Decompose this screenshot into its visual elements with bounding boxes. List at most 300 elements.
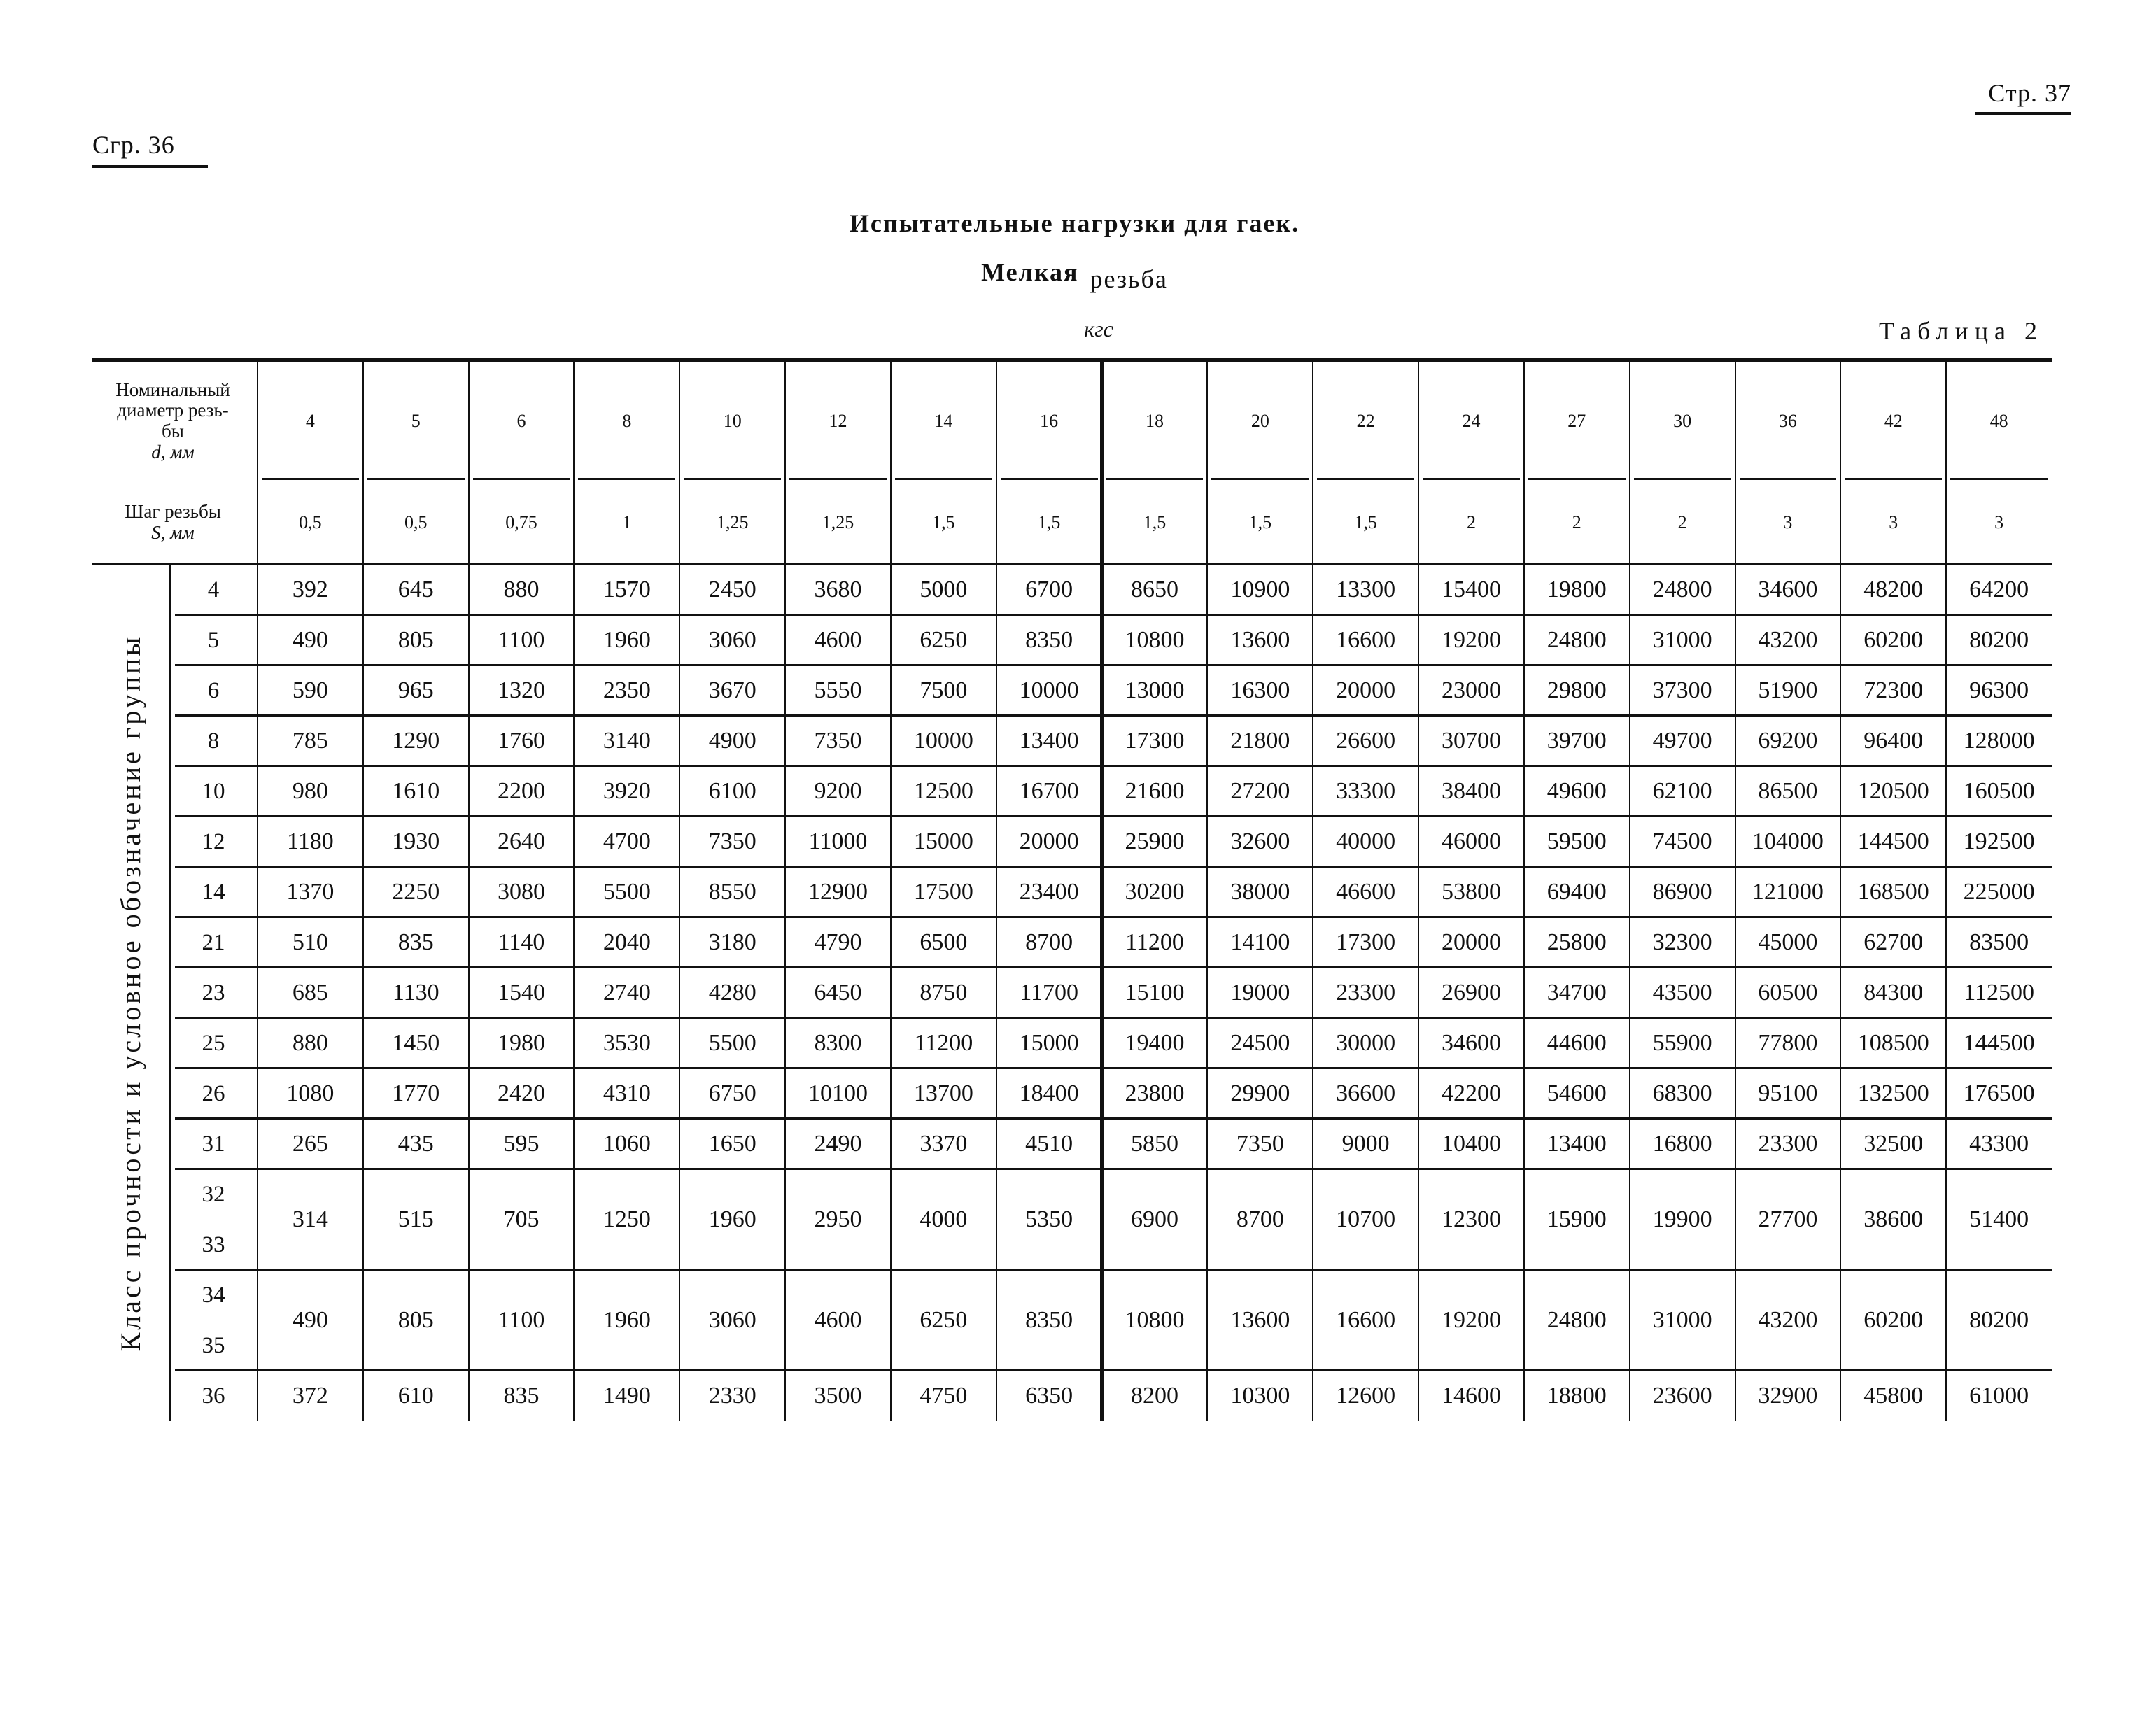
value-cell-0-9: 10900	[1230, 577, 1290, 602]
pitch-15: 3	[1889, 512, 1898, 532]
class-label-9-0: 25	[202, 1030, 225, 1056]
value-cell-2-5: 5550	[814, 677, 862, 703]
value-cell-2-16: 96300	[1969, 677, 2029, 703]
value-cell-5-3: 4700	[603, 828, 651, 854]
col-rule-11	[1418, 362, 1419, 1421]
value-cell-2-15: 72300	[1863, 677, 1924, 703]
value-cell-5-2: 2640	[498, 828, 546, 854]
class-label-5-0: 12	[202, 828, 225, 854]
value-cell-8-11: 26900	[1441, 980, 1501, 1005]
value-cell-12-12: 15900	[1546, 1206, 1607, 1232]
value-cell-13-4: 3060	[708, 1307, 756, 1333]
value-cell-12-11: 12300	[1441, 1206, 1501, 1232]
value-cell-2-4: 3670	[708, 677, 756, 703]
table-subtitle	[0, 257, 2149, 293]
value-cell-5-10: 40000	[1336, 828, 1396, 854]
value-cell-6-0: 1370	[286, 879, 334, 905]
value-cell-4-6: 12500	[913, 778, 973, 804]
value-cell-11-0: 265	[292, 1131, 328, 1157]
value-cell-12-15: 38600	[1863, 1206, 1924, 1232]
value-cell-6-4: 8550	[708, 879, 756, 905]
value-cell-3-6: 10000	[913, 728, 973, 754]
value-cell-4-14: 86500	[1758, 778, 1818, 804]
value-cell-11-12: 13400	[1546, 1131, 1607, 1157]
value-cell-0-13: 24800	[1652, 577, 1712, 602]
value-cell-6-7: 23400	[1019, 879, 1079, 905]
diameter-underline-4	[684, 478, 781, 480]
value-cell-7-15: 62700	[1863, 929, 1924, 955]
load-table	[92, 358, 2052, 1472]
value-cell-4-9: 27200	[1230, 778, 1290, 804]
value-cell-9-16: 144500	[1963, 1030, 2035, 1056]
diameter-underline-7	[1001, 478, 1098, 480]
page-number-left: Сгр. 36	[92, 130, 208, 168]
pitch-14: 3	[1783, 512, 1793, 532]
value-cell-13-12: 24800	[1546, 1307, 1607, 1333]
col-rule-16	[1945, 362, 1947, 1421]
value-cell-0-1: 645	[397, 577, 434, 602]
value-cell-0-14: 34600	[1758, 577, 1818, 602]
diameter-underline-3	[578, 478, 675, 480]
value-cell-9-6: 11200	[914, 1030, 973, 1056]
value-cell-0-2: 880	[503, 577, 540, 602]
value-cell-2-14: 51900	[1758, 677, 1818, 703]
value-cell-2-7: 10000	[1019, 677, 1079, 703]
value-cell-10-13: 68300	[1652, 1080, 1712, 1106]
diameter-underline-14	[1740, 478, 1837, 480]
value-cell-14-1: 610	[397, 1383, 434, 1409]
value-cell-13-13: 31000	[1652, 1307, 1712, 1333]
value-cell-11-4: 1650	[708, 1131, 756, 1157]
value-cell-4-8: 21600	[1125, 778, 1185, 804]
pitch-3: 1	[622, 512, 632, 532]
col-rule-9	[1206, 362, 1208, 1421]
value-cell-7-5: 4790	[814, 929, 862, 955]
value-cell-11-16: 43300	[1969, 1131, 2029, 1157]
col-rule-5	[784, 362, 786, 1421]
value-cell-11-8: 5850	[1130, 1131, 1178, 1157]
diameter-0: 4	[305, 411, 315, 431]
value-cell-6-9: 38000	[1230, 879, 1290, 905]
value-cell-3-5: 7350	[814, 728, 862, 754]
value-cell-5-1: 1930	[392, 828, 440, 854]
value-cell-6-8: 30200	[1125, 879, 1185, 905]
value-cell-8-0: 685	[292, 980, 328, 1005]
diameter-underline-5	[789, 478, 887, 480]
value-cell-3-1: 1290	[392, 728, 440, 754]
value-cell-14-9: 10300	[1230, 1383, 1290, 1409]
value-cell-6-3: 5500	[603, 879, 651, 905]
value-cell-11-5: 2490	[814, 1131, 862, 1157]
value-cell-2-10: 20000	[1336, 677, 1396, 703]
value-cell-12-1: 515	[397, 1206, 434, 1232]
pitch-7: 1,5	[1037, 512, 1061, 532]
value-cell-4-15: 120500	[1857, 778, 1929, 804]
value-cell-0-11: 15400	[1441, 577, 1501, 602]
diameter-underline-8	[1106, 478, 1204, 480]
side-label: Класс прочности и условное обозначение группы	[115, 634, 146, 1352]
value-cell-14-14: 32900	[1758, 1383, 1818, 1409]
value-cell-8-3: 2740	[603, 980, 651, 1005]
pitch-6: 1,5	[932, 512, 955, 532]
value-cell-1-0: 490	[292, 627, 328, 653]
value-cell-9-10: 30000	[1336, 1030, 1396, 1056]
value-cell-5-12: 59500	[1546, 828, 1607, 854]
value-cell-3-4: 4900	[708, 728, 756, 754]
class-label-6-0: 14	[202, 879, 225, 905]
value-cell-4-16: 160500	[1963, 778, 2035, 804]
value-cell-14-10: 12600	[1336, 1383, 1396, 1409]
value-cell-13-0: 490	[292, 1307, 328, 1333]
value-cell-2-11: 23000	[1441, 677, 1501, 703]
class-label-4-0: 10	[202, 778, 225, 804]
class-label-10-0: 26	[202, 1080, 225, 1106]
col-rule-0	[257, 362, 258, 1421]
value-cell-13-7: 8350	[1025, 1307, 1073, 1333]
value-cell-13-5: 4600	[814, 1307, 862, 1333]
header-label-diameter-line-4: d, мм	[151, 441, 195, 463]
value-cell-7-12: 25800	[1546, 929, 1607, 955]
value-cell-3-3: 3140	[603, 728, 651, 754]
value-cell-11-14: 23300	[1758, 1131, 1818, 1157]
col-rule-2	[468, 362, 470, 1421]
value-cell-7-2: 1140	[498, 929, 545, 955]
value-cell-2-12: 29800	[1546, 677, 1607, 703]
value-cell-9-2: 1980	[498, 1030, 546, 1056]
value-cell-13-16: 80200	[1969, 1307, 2029, 1333]
value-cell-8-10: 23300	[1336, 980, 1396, 1005]
col-rule-8	[1100, 362, 1104, 1421]
header-label-diameter-line-1: Номинальный	[115, 379, 230, 400]
value-cell-10-4: 6750	[708, 1080, 756, 1106]
value-cell-1-6: 6250	[920, 627, 968, 653]
class-label-1-0: 5	[207, 627, 220, 653]
value-cell-8-4: 4280	[708, 980, 756, 1005]
value-cell-0-8: 8650	[1130, 577, 1178, 602]
value-cell-13-10: 16600	[1336, 1307, 1396, 1333]
value-cell-12-16: 51400	[1969, 1206, 2029, 1232]
pitch-9: 1,5	[1248, 512, 1272, 532]
diameter-6: 14	[934, 411, 953, 431]
value-cell-4-1: 1610	[392, 778, 440, 804]
value-cell-9-9: 24500	[1230, 1030, 1290, 1056]
diameter-13: 30	[1673, 411, 1692, 431]
value-cell-9-0: 880	[292, 1030, 328, 1056]
value-cell-13-8: 10800	[1125, 1307, 1185, 1333]
value-cell-13-3: 1960	[603, 1307, 651, 1333]
pitch-11: 2	[1466, 512, 1476, 532]
col-rule-12	[1523, 362, 1525, 1421]
value-cell-9-11: 34600	[1441, 1030, 1501, 1056]
value-cell-10-6: 13700	[913, 1080, 973, 1106]
diameter-underline-1	[367, 478, 465, 480]
diameter-underline-10	[1317, 478, 1414, 480]
value-cell-5-14: 104000	[1752, 828, 1824, 854]
header-label-pitch-line-1: Шаг резьбы	[125, 501, 221, 523]
value-cell-3-12: 39700	[1546, 728, 1607, 754]
diameter-underline-11	[1423, 478, 1520, 480]
header-label-pitch	[92, 481, 253, 565]
value-cell-1-12: 24800	[1546, 627, 1607, 653]
value-cell-7-1: 835	[397, 929, 434, 955]
value-cell-10-1: 1770	[392, 1080, 440, 1106]
class-label-3-0: 8	[207, 728, 220, 754]
value-cell-11-6: 3370	[920, 1131, 968, 1157]
value-cell-10-2: 2420	[498, 1080, 546, 1106]
class-col-rule	[169, 565, 171, 1421]
value-cell-1-3: 1960	[603, 627, 651, 653]
value-cell-4-10: 33300	[1336, 778, 1396, 804]
unit-label: кгс	[1084, 316, 1113, 341]
value-cell-3-0: 785	[292, 728, 328, 754]
diameter-3: 8	[622, 411, 632, 431]
pitch-16: 3	[1994, 512, 2004, 532]
value-cell-2-6: 7500	[920, 677, 968, 703]
value-cell-5-7: 20000	[1019, 828, 1079, 854]
value-cell-12-2: 705	[503, 1206, 540, 1232]
value-cell-1-9: 13600	[1230, 627, 1290, 653]
col-rule-10	[1312, 362, 1313, 1421]
value-cell-14-7: 6350	[1025, 1383, 1073, 1409]
value-cell-8-2: 1540	[498, 980, 546, 1005]
value-cell-10-16: 176500	[1963, 1080, 2035, 1106]
value-cell-9-14: 77800	[1758, 1030, 1818, 1056]
value-cell-7-0: 510	[292, 929, 328, 955]
value-cell-14-5: 3500	[814, 1383, 862, 1409]
value-cell-6-14: 121000	[1752, 879, 1824, 905]
value-cell-11-1: 435	[397, 1131, 434, 1157]
diameter-underline-6	[895, 478, 992, 480]
value-cell-8-8: 15100	[1125, 980, 1185, 1005]
value-cell-9-3: 3530	[603, 1030, 651, 1056]
value-cell-7-8: 11200	[1125, 929, 1184, 955]
diameter-7: 16	[1040, 411, 1059, 431]
value-cell-12-8: 6900	[1130, 1206, 1178, 1232]
value-cell-7-14: 45000	[1758, 929, 1818, 955]
value-cell-11-11: 10400	[1441, 1131, 1501, 1157]
value-cell-6-12: 69400	[1546, 879, 1607, 905]
value-cell-10-5: 10100	[808, 1080, 868, 1106]
col-rule-4	[679, 362, 680, 1421]
header-label-diameter-line-3: бы	[162, 421, 184, 442]
value-cell-0-5: 3680	[814, 577, 862, 602]
value-cell-0-3: 1570	[603, 577, 651, 602]
value-cell-14-0: 372	[292, 1383, 328, 1409]
class-label-12-0: 32	[202, 1181, 225, 1207]
value-cell-7-3: 2040	[603, 929, 651, 955]
value-cell-5-11: 46000	[1441, 828, 1501, 854]
col-rule-15	[1840, 362, 1841, 1421]
value-cell-5-9: 32600	[1230, 828, 1290, 854]
value-cell-9-5: 8300	[814, 1030, 862, 1056]
value-cell-10-8: 23800	[1125, 1080, 1185, 1106]
value-cell-3-15: 96400	[1863, 728, 1924, 754]
col-rule-7	[996, 362, 997, 1421]
value-cell-5-13: 74500	[1652, 828, 1712, 854]
value-cell-9-4: 5500	[708, 1030, 756, 1056]
value-cell-0-0: 392	[292, 577, 328, 602]
value-cell-13-1: 805	[397, 1307, 434, 1333]
value-cell-6-2: 3080	[498, 879, 546, 905]
col-rule-6	[890, 362, 892, 1421]
class-label-13-0: 34	[202, 1282, 225, 1308]
value-cell-2-0: 590	[292, 677, 328, 703]
value-cell-5-15: 144500	[1857, 828, 1929, 854]
value-cell-6-6: 17500	[913, 879, 973, 905]
value-cell-5-4: 7350	[708, 828, 756, 854]
value-cell-3-13: 49700	[1652, 728, 1712, 754]
value-cell-8-6: 8750	[920, 980, 968, 1005]
value-cell-8-12: 34700	[1546, 980, 1607, 1005]
class-label-7-0: 21	[202, 929, 225, 955]
value-cell-4-13: 62100	[1652, 778, 1712, 804]
value-cell-14-8: 8200	[1130, 1383, 1178, 1409]
value-cell-13-9: 13600	[1230, 1307, 1290, 1333]
class-label-14-0: 36	[202, 1383, 225, 1409]
value-cell-1-4: 3060	[708, 627, 756, 653]
header-label-pitch-line-2: S, мм	[151, 522, 195, 543]
value-cell-1-10: 16600	[1336, 627, 1396, 653]
value-cell-4-5: 9200	[814, 778, 862, 804]
value-cell-9-13: 55900	[1652, 1030, 1712, 1056]
value-cell-12-9: 8700	[1236, 1206, 1284, 1232]
value-cell-5-6: 15000	[913, 828, 973, 854]
class-label-12-1: 33	[202, 1232, 225, 1257]
value-cell-2-13: 37300	[1652, 677, 1712, 703]
value-cell-7-9: 14100	[1230, 929, 1290, 955]
value-cell-14-11: 14600	[1441, 1383, 1501, 1409]
value-cell-4-4: 6100	[708, 778, 756, 804]
value-cell-10-7: 18400	[1019, 1080, 1079, 1106]
value-cell-5-16: 192500	[1963, 828, 2035, 854]
value-cell-10-12: 54600	[1546, 1080, 1607, 1106]
value-cell-14-16: 61000	[1969, 1383, 2029, 1409]
pitch-5: 1,25	[822, 512, 854, 532]
value-cell-0-10: 13300	[1336, 577, 1396, 602]
value-cell-3-2: 1760	[498, 728, 546, 754]
side-label-wrapper	[92, 565, 169, 1421]
value-cell-6-1: 2250	[392, 879, 440, 905]
value-cell-3-10: 26600	[1336, 728, 1396, 754]
value-cell-8-7: 11700	[1020, 980, 1079, 1005]
table-title: Испытательные нагрузки для гаек.	[849, 209, 1300, 237]
value-cell-1-15: 60200	[1863, 627, 1924, 653]
header-label-diameter-line-2: диаметр резь-	[117, 400, 229, 421]
diameter-underline-13	[1634, 478, 1731, 480]
value-cell-5-8: 25900	[1125, 828, 1185, 854]
value-cell-0-16: 64200	[1969, 577, 2029, 602]
pitch-4: 1,25	[716, 512, 749, 532]
diameter-8: 18	[1145, 411, 1164, 431]
value-cell-3-8: 17300	[1125, 728, 1185, 754]
value-cell-4-2: 2200	[498, 778, 546, 804]
value-cell-4-12: 49600	[1546, 778, 1607, 804]
value-cell-5-0: 1180	[287, 828, 334, 854]
class-label-13-1: 35	[202, 1332, 225, 1358]
value-cell-1-8: 10800	[1125, 627, 1185, 653]
class-label-2-0: 6	[207, 677, 220, 703]
pitch-0: 0,5	[299, 512, 322, 532]
value-cell-14-2: 835	[503, 1383, 540, 1409]
value-cell-11-10: 9000	[1341, 1131, 1390, 1157]
value-cell-12-13: 19900	[1652, 1206, 1712, 1232]
value-cell-10-9: 29900	[1230, 1080, 1290, 1106]
value-cell-9-15: 108500	[1857, 1030, 1929, 1056]
diameter-12: 27	[1567, 411, 1586, 431]
value-cell-0-12: 19800	[1546, 577, 1607, 602]
value-cell-1-16: 80200	[1969, 627, 2029, 653]
value-cell-12-3: 1250	[603, 1206, 651, 1232]
value-cell-2-1: 965	[397, 677, 434, 703]
pitch-2: 0,75	[505, 512, 537, 532]
diameter-11: 24	[1462, 411, 1481, 431]
value-cell-7-4: 3180	[708, 929, 756, 955]
value-cell-10-10: 36600	[1336, 1080, 1396, 1106]
value-cell-9-1: 1450	[392, 1030, 440, 1056]
value-cell-9-7: 15000	[1019, 1030, 1079, 1056]
value-cell-14-13: 23600	[1652, 1383, 1712, 1409]
value-cell-1-7: 8350	[1025, 627, 1073, 653]
value-cell-12-5: 2950	[814, 1206, 862, 1232]
value-cell-11-15: 32500	[1863, 1131, 1924, 1157]
value-cell-12-6: 4000	[920, 1206, 968, 1232]
value-cell-1-5: 4600	[814, 627, 862, 653]
value-cell-4-0: 980	[292, 778, 328, 804]
value-cell-3-9: 21800	[1230, 728, 1290, 754]
value-cell-6-5: 12900	[808, 879, 868, 905]
value-cell-4-11: 38400	[1441, 778, 1501, 804]
value-cell-13-6: 6250	[920, 1307, 968, 1333]
value-cell-12-7: 5350	[1025, 1206, 1073, 1232]
value-cell-14-6: 4750	[920, 1383, 968, 1409]
value-cell-12-10: 10700	[1336, 1206, 1396, 1232]
value-cell-14-3: 1490	[603, 1383, 651, 1409]
value-cell-6-11: 53800	[1441, 879, 1501, 905]
value-cell-2-9: 16300	[1230, 677, 1290, 703]
class-label-0-0: 4	[207, 577, 220, 602]
value-cell-11-13: 16800	[1652, 1131, 1712, 1157]
value-cell-13-15: 60200	[1863, 1307, 1924, 1333]
value-cell-2-2: 1320	[498, 677, 546, 703]
subtitle-word-2: резьба	[1090, 265, 1168, 293]
col-rule-3	[573, 362, 575, 1421]
value-cell-10-11: 42200	[1441, 1080, 1501, 1106]
value-cell-0-15: 48200	[1863, 577, 1924, 602]
diameter-10: 22	[1356, 411, 1375, 431]
value-cell-7-7: 8700	[1025, 929, 1073, 955]
value-cell-12-4: 1960	[708, 1206, 756, 1232]
header-label-diameter	[92, 362, 253, 481]
value-cell-10-15: 132500	[1857, 1080, 1929, 1106]
table-number: Таблица 2	[1879, 317, 2043, 345]
value-cell-1-1: 805	[397, 627, 434, 653]
value-cell-2-3: 2350	[603, 677, 651, 703]
value-cell-11-9: 7350	[1236, 1131, 1284, 1157]
value-cell-10-14: 95100	[1758, 1080, 1818, 1106]
value-cell-12-14: 27700	[1758, 1206, 1818, 1232]
diameter-16: 48	[1989, 411, 2008, 431]
col-rule-14	[1735, 362, 1736, 1421]
diameter-4: 10	[723, 411, 742, 431]
value-cell-8-13: 43500	[1652, 980, 1712, 1005]
value-cell-3-7: 13400	[1019, 728, 1079, 754]
col-rule-1	[362, 362, 364, 1421]
pitch-10: 1,5	[1354, 512, 1377, 532]
pitch-13: 2	[1677, 512, 1687, 532]
value-cell-11-2: 595	[503, 1131, 540, 1157]
value-cell-14-12: 18800	[1546, 1383, 1607, 1409]
diameter-2: 6	[516, 411, 526, 431]
